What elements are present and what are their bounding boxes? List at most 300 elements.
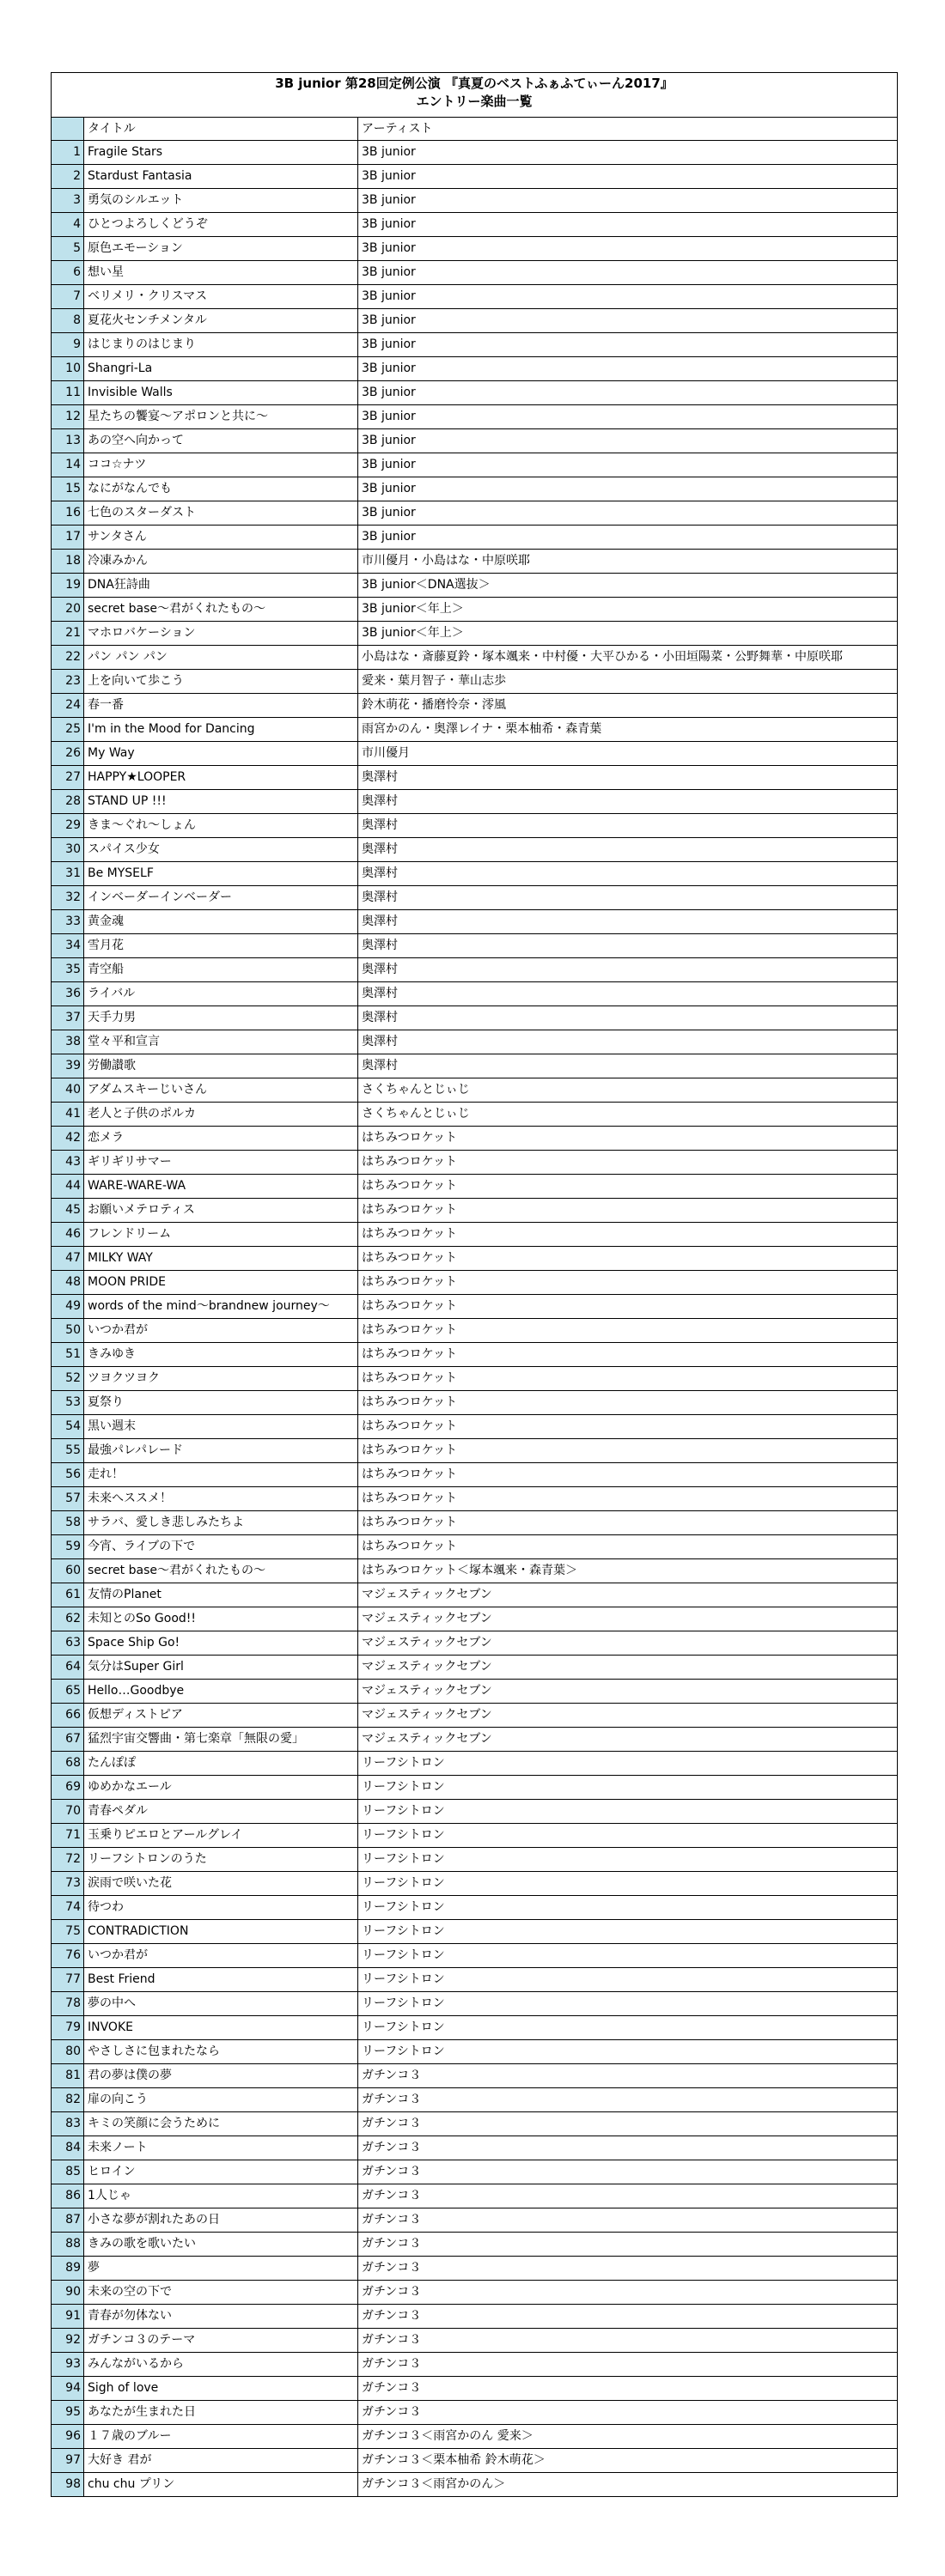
song-artist: リーフシトロン [358, 1800, 898, 1824]
row-number: 6 [52, 261, 84, 285]
row-number: 28 [52, 790, 84, 814]
table-row [52, 934, 898, 958]
header-title: タイトル [84, 118, 358, 141]
song-title: 上を向いて歩こう [84, 670, 358, 694]
song-title: chu chu プリン [84, 2473, 358, 2497]
song-artist: 3B junior [358, 309, 898, 333]
table-row [52, 886, 898, 910]
table-row [52, 1992, 898, 2016]
table-row [52, 2088, 898, 2112]
row-number: 20 [52, 598, 84, 622]
table-row [52, 1752, 898, 1776]
song-artist: 3B junior [358, 357, 898, 381]
table-row [52, 333, 898, 357]
song-title: 未知とのSo Good!! [84, 1607, 358, 1631]
table-row [52, 1439, 898, 1463]
row-number: 85 [52, 2160, 84, 2184]
song-artist: 3B junior [358, 429, 898, 453]
song-title: INVOKE [84, 2016, 358, 2040]
song-artist: はちみつロケット [358, 1415, 898, 1439]
row-number: 67 [52, 1728, 84, 1752]
song-title: 黒い週末 [84, 1415, 358, 1439]
song-artist: リーフシトロン [358, 1872, 898, 1896]
row-number: 82 [52, 2088, 84, 2112]
song-title: はじまりのはじまり [84, 333, 358, 357]
table-row [52, 1223, 898, 1247]
row-number: 11 [52, 381, 84, 405]
song-artist: マジェスティックセブン [358, 1631, 898, 1656]
table-row [52, 1511, 898, 1535]
song-artist: 奥澤村 [358, 1030, 898, 1054]
row-number: 4 [52, 213, 84, 237]
table-row [52, 1391, 898, 1415]
row-number: 98 [52, 2473, 84, 2497]
song-artist: ガチンコ３ [358, 2064, 898, 2088]
song-title: secret base〜君がくれたもの〜 [84, 598, 358, 622]
table-row [52, 165, 898, 189]
song-title: サンタさん [84, 526, 358, 550]
song-artist: はちみつロケット [358, 1367, 898, 1391]
table-row [52, 1319, 898, 1343]
table-row [52, 2040, 898, 2064]
song-artist: 市川優月 [358, 742, 898, 766]
row-number: 14 [52, 453, 84, 477]
row-number: 70 [52, 1800, 84, 1824]
row-number: 33 [52, 910, 84, 934]
song-artist: リーフシトロン [358, 1752, 898, 1776]
row-number: 44 [52, 1175, 84, 1199]
row-number: 48 [52, 1271, 84, 1295]
song-artist: マジェスティックセブン [358, 1583, 898, 1607]
song-artist: 奥澤村 [358, 910, 898, 934]
song-artist: 奥澤村 [358, 790, 898, 814]
song-title: 想い星 [84, 261, 358, 285]
song-artist: はちみつロケット [358, 1391, 898, 1415]
table-row [52, 1006, 898, 1030]
song-title: たんぽぽ [84, 1752, 358, 1776]
song-title: ライバル [84, 982, 358, 1006]
song-artist: はちみつロケット [358, 1223, 898, 1247]
row-number: 31 [52, 862, 84, 886]
table-row [52, 718, 898, 742]
row-number: 13 [52, 429, 84, 453]
table-row [52, 501, 898, 526]
table-row [52, 261, 898, 285]
song-title: 黄金魂 [84, 910, 358, 934]
table-row [52, 2449, 898, 2473]
song-title: なにがなんでも [84, 477, 358, 501]
song-artist: はちみつロケット [358, 1535, 898, 1559]
song-title: 仮想ディストピア [84, 1704, 358, 1728]
row-number: 89 [52, 2257, 84, 2281]
song-artist: 雨宮かのん・奥澤レイナ・栗本柚希・森青葉 [358, 718, 898, 742]
song-artist: ガチンコ３ [358, 2184, 898, 2208]
table-row [52, 2208, 898, 2233]
row-number: 43 [52, 1151, 84, 1175]
row-number: 12 [52, 405, 84, 429]
table-row [52, 1343, 898, 1367]
table-row [52, 1103, 898, 1127]
row-number: 86 [52, 2184, 84, 2208]
song-title: Sigh of love [84, 2377, 358, 2401]
row-number: 41 [52, 1103, 84, 1127]
table-row [52, 766, 898, 790]
row-number: 25 [52, 718, 84, 742]
song-title: ゆめかなエール [84, 1776, 358, 1800]
song-artist: ガチンコ３ [358, 2353, 898, 2377]
song-artist: マジェスティックセブン [358, 1728, 898, 1752]
song-title: 夢の中へ [84, 1992, 358, 2016]
song-title: Best Friend [84, 1968, 358, 1992]
song-artist: ガチンコ３ [358, 2329, 898, 2353]
song-artist: はちみつロケット [358, 1295, 898, 1319]
song-title: 気分はSuper Girl [84, 1656, 358, 1680]
song-title: MOON PRIDE [84, 1271, 358, 1295]
song-artist: リーフシトロン [358, 1944, 898, 1968]
song-artist: リーフシトロン [358, 2040, 898, 2064]
row-number: 92 [52, 2329, 84, 2353]
row-number: 62 [52, 1607, 84, 1631]
song-title: 君の夢は僕の夢 [84, 2064, 358, 2088]
table-row [52, 1078, 898, 1103]
row-number: 39 [52, 1054, 84, 1078]
song-title: あなたが生まれた日 [84, 2401, 358, 2425]
row-number: 7 [52, 285, 84, 309]
song-title: 友情のPlanet [84, 1583, 358, 1607]
song-artist: 奥澤村 [358, 814, 898, 838]
row-number: 46 [52, 1223, 84, 1247]
song-artist: ガチンコ３ [358, 2233, 898, 2257]
table-row [52, 1944, 898, 1968]
song-title: 恋メラ [84, 1127, 358, 1151]
song-title: DNA狂詩曲 [84, 574, 358, 598]
song-artist: 3B junior [358, 477, 898, 501]
song-title: お願いメテロティス [84, 1199, 358, 1223]
song-title: HAPPY★LOOPER [84, 766, 358, 790]
row-number: 54 [52, 1415, 84, 1439]
row-number: 15 [52, 477, 84, 501]
row-number: 90 [52, 2281, 84, 2305]
song-artist: 奥澤村 [358, 1054, 898, 1078]
song-artist: マジェスティックセブン [358, 1680, 898, 1704]
song-artist: はちみつロケット [358, 1127, 898, 1151]
song-title: secret base〜君がくれたもの〜 [84, 1559, 358, 1583]
row-number: 3 [52, 189, 84, 213]
row-number: 19 [52, 574, 84, 598]
table-row [52, 1199, 898, 1223]
row-number: 61 [52, 1583, 84, 1607]
row-number: 34 [52, 934, 84, 958]
table-row [52, 1030, 898, 1054]
table-row [52, 1920, 898, 1944]
song-artist: ガチンコ３ [358, 2281, 898, 2305]
table-row [52, 2257, 898, 2281]
song-artist: 3B junior [358, 333, 898, 357]
song-title: 今宵、ライブの下で [84, 1535, 358, 1559]
row-number: 21 [52, 622, 84, 646]
song-title: ベリメリ・クリスマス [84, 285, 358, 309]
row-number: 30 [52, 838, 84, 862]
song-title: 未来ノート [84, 2136, 358, 2160]
song-title: 大好き 君が [84, 2449, 358, 2473]
song-title: 青春が勿体ない [84, 2305, 358, 2329]
row-number: 17 [52, 526, 84, 550]
song-artist: 3B junior [358, 381, 898, 405]
song-artist: はちみつロケット [358, 1199, 898, 1223]
row-number: 26 [52, 742, 84, 766]
table-row [52, 381, 898, 405]
song-title: ひとつよろしくどうぞ [84, 213, 358, 237]
song-title: MILKY WAY [84, 1247, 358, 1271]
song-title: きみの歌を歌いたい [84, 2233, 358, 2257]
row-number: 23 [52, 670, 84, 694]
song-title: きま〜ぐれ〜しょん [84, 814, 358, 838]
song-artist: ガチンコ３ [358, 2377, 898, 2401]
table-row [52, 646, 898, 670]
table-row [52, 574, 898, 598]
sheet-title [52, 73, 898, 118]
song-artist: 3B junior＜年上＞ [358, 598, 898, 622]
song-artist: 3B junior [358, 141, 898, 165]
table-row [52, 1367, 898, 1391]
song-title: 星たちの饗宴〜アポロンと共に〜 [84, 405, 358, 429]
table-row [52, 141, 898, 165]
song-title: いつか君が [84, 1319, 358, 1343]
table-row [52, 1680, 898, 1704]
row-number: 94 [52, 2377, 84, 2401]
song-title: スパイス少女 [84, 838, 358, 862]
table-row [52, 357, 898, 381]
row-number: 32 [52, 886, 84, 910]
song-title: words of the mind〜brandnew journey〜 [84, 1295, 358, 1319]
row-number: 59 [52, 1535, 84, 1559]
song-title: 1人じゃ [84, 2184, 358, 2208]
song-title: Hello…Goodbye [84, 1680, 358, 1704]
table-row [52, 1247, 898, 1271]
table-row [52, 213, 898, 237]
table-row [52, 2401, 898, 2425]
row-number: 71 [52, 1824, 84, 1848]
song-artist: はちみつロケット [358, 1463, 898, 1487]
table-row [52, 189, 898, 213]
table-row [52, 862, 898, 886]
song-artist: はちみつロケット [358, 1343, 898, 1367]
song-artist: 3B junior [358, 526, 898, 550]
table-row [52, 1848, 898, 1872]
table-row [52, 1559, 898, 1583]
song-title: 待つわ [84, 1896, 358, 1920]
song-artist: 奥澤村 [358, 1006, 898, 1030]
row-number: 2 [52, 165, 84, 189]
song-artist: リーフシトロン [358, 2016, 898, 2040]
header-artist: アーティスト [358, 118, 898, 141]
table-row [52, 1583, 898, 1607]
table-row [52, 1728, 898, 1752]
row-number: 75 [52, 1920, 84, 1944]
table-row [52, 598, 898, 622]
song-title: 夏花火センチメンタル [84, 309, 358, 333]
song-title: 扉の向こう [84, 2088, 358, 2112]
song-artist: 3B junior [358, 261, 898, 285]
song-title: ヒロイン [84, 2160, 358, 2184]
table-row [52, 1896, 898, 1920]
header-number-cell [52, 118, 84, 141]
song-artist: 愛来・葉月智子・華山志歩 [358, 670, 898, 694]
song-artist: ガチンコ３ [358, 2208, 898, 2233]
table-row [52, 622, 898, 646]
song-title: みんながいるから [84, 2353, 358, 2377]
table-row [52, 1800, 898, 1824]
table-row [52, 2136, 898, 2160]
song-title: １７歳のブルー [84, 2425, 358, 2449]
song-artist: はちみつロケット＜塚本颯来・森青葉＞ [358, 1559, 898, 1583]
row-number: 64 [52, 1656, 84, 1680]
table-row [52, 982, 898, 1006]
row-number: 55 [52, 1439, 84, 1463]
row-number: 52 [52, 1367, 84, 1391]
song-title: 最強パレパレード [84, 1439, 358, 1463]
row-number: 38 [52, 1030, 84, 1054]
song-title: Stardust Fantasia [84, 165, 358, 189]
song-artist: 奥澤村 [358, 838, 898, 862]
song-artist: 3B junior [358, 213, 898, 237]
row-number: 72 [52, 1848, 84, 1872]
table-row [52, 1271, 898, 1295]
song-artist: 小島はな・斎藤夏鈴・塚本颯来・中村優・大平ひかる・小田垣陽菜・公野舞華・中原咲耶 [358, 646, 898, 670]
song-artist: はちみつロケット [358, 1247, 898, 1271]
table-row [52, 2353, 898, 2377]
row-number: 45 [52, 1199, 84, 1223]
song-artist: ガチンコ３ [358, 2257, 898, 2281]
row-number: 1 [52, 141, 84, 165]
table-row [52, 1776, 898, 1800]
row-number: 29 [52, 814, 84, 838]
table-row [52, 1175, 898, 1199]
table-row [52, 237, 898, 261]
table-row [52, 2377, 898, 2401]
row-number: 68 [52, 1752, 84, 1776]
row-number: 81 [52, 2064, 84, 2088]
row-number: 66 [52, 1704, 84, 1728]
song-artist: ガチンコ３ [358, 2401, 898, 2425]
song-artist: 3B junior [358, 165, 898, 189]
song-title: Be MYSELF [84, 862, 358, 886]
song-title: リーフシトロンのうた [84, 1848, 358, 1872]
row-number: 65 [52, 1680, 84, 1704]
song-title: 青春ペダル [84, 1800, 358, 1824]
table-row [52, 1968, 898, 1992]
song-title: 雪月花 [84, 934, 358, 958]
row-number: 8 [52, 309, 84, 333]
song-title: 青空船 [84, 958, 358, 982]
song-title: いつか君が [84, 1944, 358, 1968]
table-row [52, 1463, 898, 1487]
row-number: 9 [52, 333, 84, 357]
song-title: 夢 [84, 2257, 358, 2281]
song-title: 涙雨で咲いた花 [84, 1872, 358, 1896]
song-artist: ガチンコ３ [358, 2160, 898, 2184]
song-title: 春一番 [84, 694, 358, 718]
song-title: 走れ！ [84, 1463, 358, 1487]
song-artist: 3B junior [358, 189, 898, 213]
song-artist: リーフシトロン [358, 1920, 898, 1944]
table-row [52, 1607, 898, 1631]
row-number: 83 [52, 2112, 84, 2136]
song-title: マホロバケーション [84, 622, 358, 646]
song-artist: 奥澤村 [358, 886, 898, 910]
song-title: WARE-WARE-WA [84, 1175, 358, 1199]
table-row [52, 2160, 898, 2184]
song-artist: 奥澤村 [358, 958, 898, 982]
song-artist: はちみつロケット [358, 1319, 898, 1343]
song-title: 玉乗りピエロとアールグレイ [84, 1824, 358, 1848]
row-number: 80 [52, 2040, 84, 2064]
song-artist: はちみつロケット [358, 1175, 898, 1199]
row-number: 60 [52, 1559, 84, 1583]
song-title: Space Ship Go! [84, 1631, 358, 1656]
row-number: 18 [52, 550, 84, 574]
song-artist: 鈴木萌花・播磨怜奈・澪風 [358, 694, 898, 718]
table-row [52, 838, 898, 862]
song-title: 天手力男 [84, 1006, 358, 1030]
row-number: 79 [52, 2016, 84, 2040]
song-artist: 3B junior [358, 237, 898, 261]
song-title: 労働讃歌 [84, 1054, 358, 1078]
song-title: フレンドリーム [84, 1223, 358, 1247]
title-row [52, 73, 898, 118]
song-artist: はちみつロケット [358, 1151, 898, 1175]
row-number: 84 [52, 2136, 84, 2160]
table-row [52, 429, 898, 453]
song-artist: リーフシトロン [358, 1824, 898, 1848]
song-title: ココ☆ナツ [84, 453, 358, 477]
row-number: 57 [52, 1487, 84, 1511]
song-title: My Way [84, 742, 358, 766]
table-row [52, 1151, 898, 1175]
song-artist: はちみつロケット [358, 1439, 898, 1463]
song-artist: はちみつロケット [358, 1487, 898, 1511]
row-number: 40 [52, 1078, 84, 1103]
row-number: 96 [52, 2425, 84, 2449]
row-number: 69 [52, 1776, 84, 1800]
row-number: 88 [52, 2233, 84, 2257]
row-number: 97 [52, 2449, 84, 2473]
row-number: 95 [52, 2401, 84, 2425]
table-row [52, 2473, 898, 2497]
table-row [52, 742, 898, 766]
row-number: 56 [52, 1463, 84, 1487]
table-row [52, 405, 898, 429]
header-row [52, 118, 898, 141]
table-row [52, 2305, 898, 2329]
table-body [52, 73, 898, 2497]
song-title: ギリギリサマー [84, 1151, 358, 1175]
song-title: CONTRADICTION [84, 1920, 358, 1944]
row-number: 10 [52, 357, 84, 381]
song-artist: 3B junior＜DNA選抜＞ [358, 574, 898, 598]
song-artist: 奥澤村 [358, 766, 898, 790]
row-number: 51 [52, 1343, 84, 1367]
row-number: 74 [52, 1896, 84, 1920]
table-row [52, 2112, 898, 2136]
song-artist: マジェスティックセブン [358, 1704, 898, 1728]
table-row [52, 670, 898, 694]
song-artist: リーフシトロン [358, 1992, 898, 2016]
song-artist: はちみつロケット [358, 1271, 898, 1295]
row-number: 76 [52, 1944, 84, 1968]
song-artist: はちみつロケット [358, 1511, 898, 1535]
song-artist: 奥澤村 [358, 934, 898, 958]
